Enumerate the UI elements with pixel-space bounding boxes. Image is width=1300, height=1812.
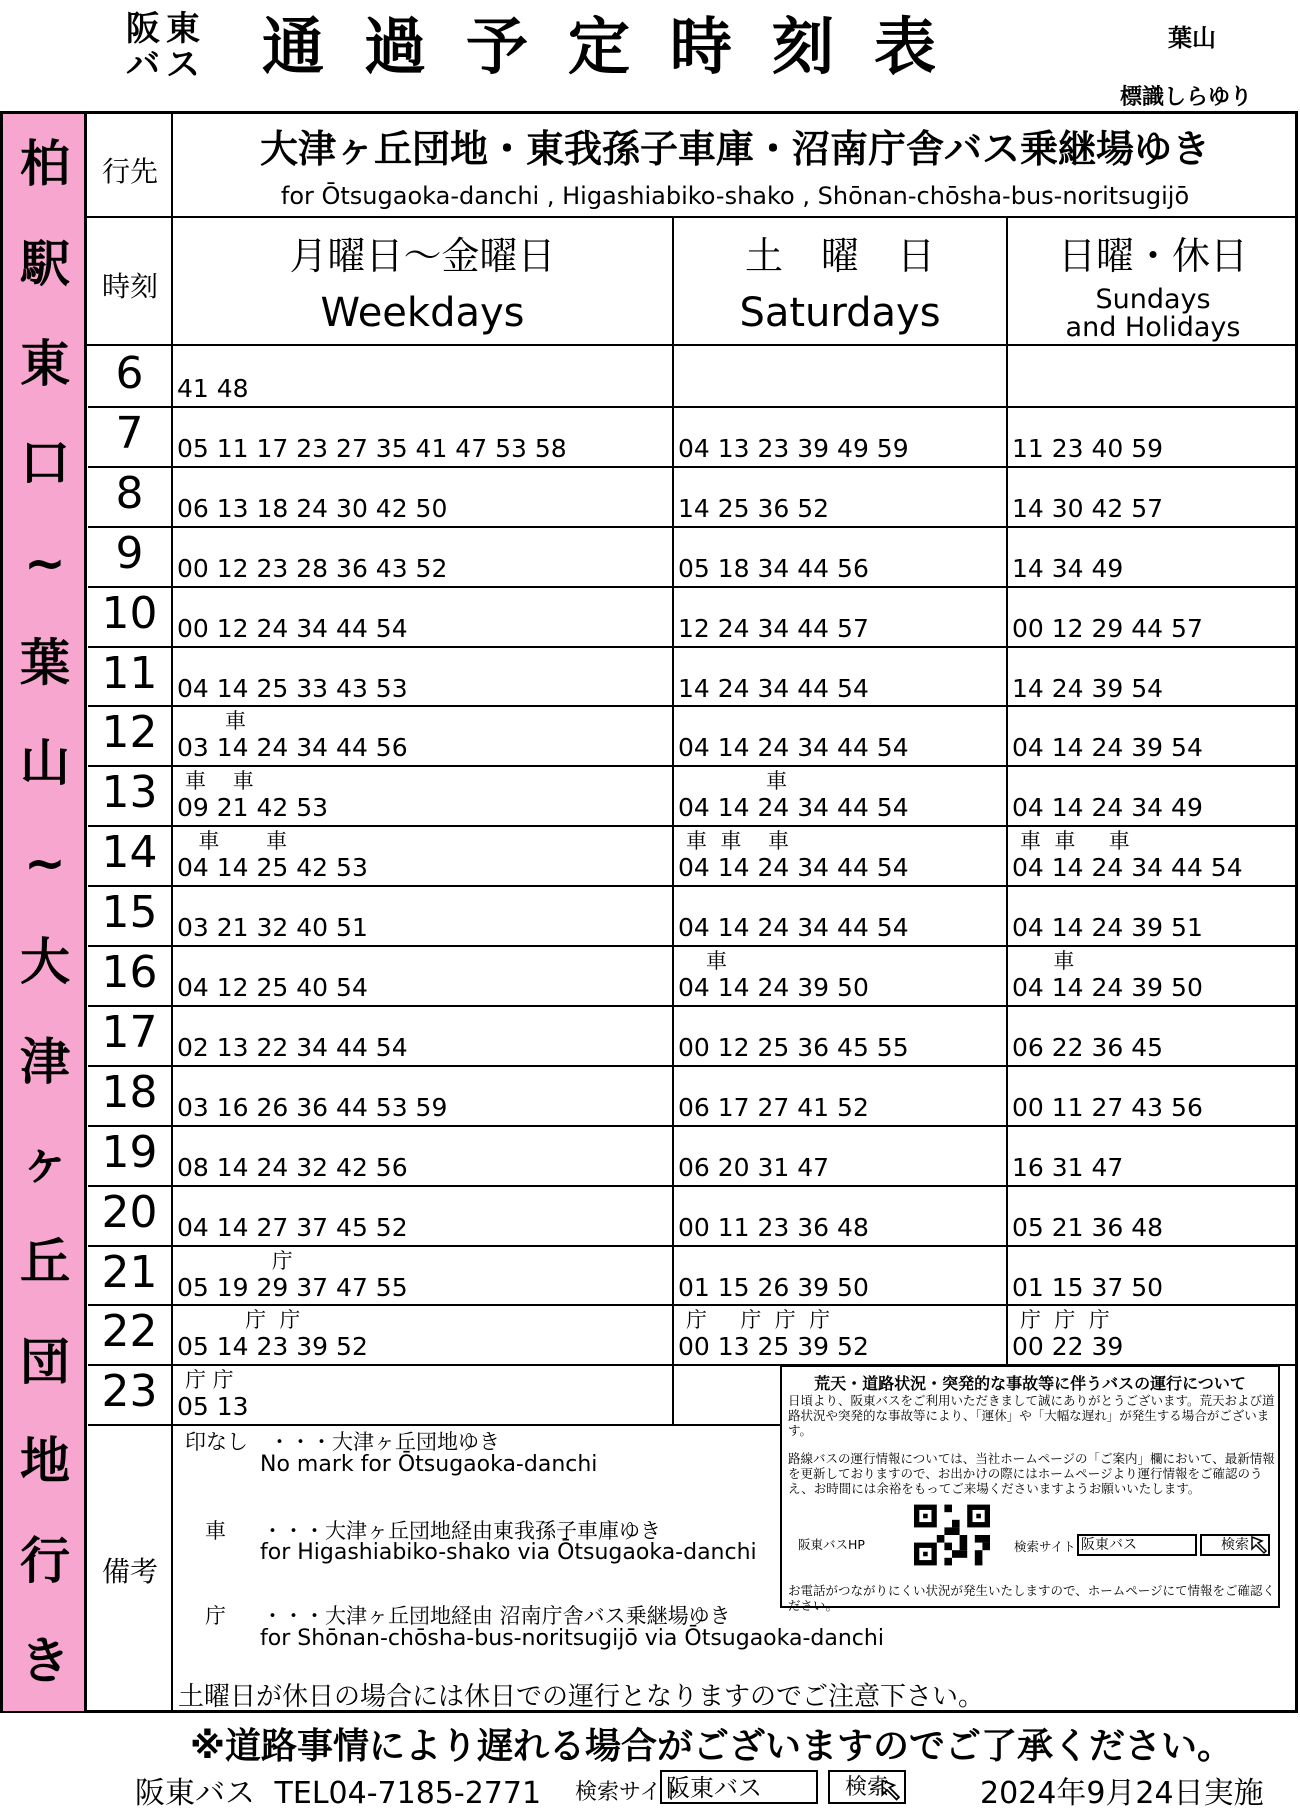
- remark-cho-en: for Shōnan-chōsha-bus-noritsugijō via Ōtsugaoka-danchi: [260, 1626, 884, 1651]
- route-marks: 車: [1020, 949, 1075, 973]
- notice-paragraph-1: 日頃より、阪東バスをご利用いただきまして誠にありがとうございます。荒天および道路状況や突発的な事故等により、「運休」や「大幅な遅れ」が発生する場合がございます。: [788, 1393, 1275, 1438]
- route-band-char: 津: [20, 1033, 70, 1092]
- departure-minutes: 04 14 24 34 44 54: [678, 913, 909, 943]
- departure-minutes: 05 19 29 37 47 55: [177, 1272, 408, 1302]
- cursor-arrow-icon: [1250, 1535, 1272, 1555]
- company-logo-text: [118, 10, 228, 84]
- departure-minutes: 06 13 18 24 30 42 50: [177, 493, 448, 523]
- hour-divider: [173, 765, 1298, 767]
- departure-minutes: 14 30 42 57: [1012, 493, 1164, 523]
- route-marks: 車: [185, 709, 247, 734]
- departure-minutes: 04 14 24 34 44 54: [678, 733, 909, 763]
- hour-divider: [173, 1065, 1298, 1067]
- departure-minutes: 03 14 24 34 44 56: [177, 733, 408, 763]
- column-saturdays-en: Saturdays: [739, 290, 941, 336]
- route-marks: 庁: [185, 1248, 293, 1273]
- notice-search-input[interactable]: 阪東バス: [1077, 1534, 1197, 1556]
- departure-minutes: 05 13: [177, 1392, 249, 1422]
- route-band-char: 口: [20, 434, 70, 493]
- route-band-char: 柏: [20, 134, 70, 193]
- departure-minutes: 05 14 23 39 52: [177, 1332, 368, 1362]
- divider: [672, 216, 674, 1424]
- notice-search-button[interactable]: 検索: [1200, 1534, 1270, 1556]
- route-band-char: 葉: [20, 633, 70, 692]
- company-contact: [135, 1768, 541, 1812]
- hour-divider: [173, 705, 1298, 707]
- departure-minutes: 08 14 24 32 42 56: [177, 1152, 408, 1182]
- saturday-holiday-note: 土曜日が休日の場合には休日での運行となりますのでご注意下さい。: [178, 1682, 985, 1712]
- hour-divider: [173, 1245, 1298, 1247]
- hour-label: 15: [101, 887, 158, 939]
- notice-search-label: 検索サイト: [1014, 1539, 1076, 1554]
- departure-minutes: 14 25 36 52: [678, 493, 830, 523]
- departure-minutes: 05 11 17 23 27 35 41 47 53 58: [177, 433, 567, 463]
- hour-label: 13: [101, 767, 158, 819]
- remark-cho-ja: ・・・大津ヶ丘団地経由 沼南庁舎バス乗継場ゆき: [262, 1604, 731, 1628]
- departure-minutes: 00 11 27 43 56: [1012, 1092, 1203, 1122]
- departure-minutes: 04 14 27 37 45 52: [177, 1212, 408, 1242]
- departure-minutes: 04 13 23 39 49 59: [678, 433, 909, 463]
- departure-minutes: 00 13 25 39 52: [678, 1332, 869, 1362]
- departure-minutes: 04 14 24 39 51: [1012, 913, 1203, 943]
- departure-minutes: 04 14 24 39 50: [678, 973, 869, 1002]
- departure-minutes: 01 15 37 50: [1012, 1272, 1164, 1302]
- route-marks: 車 車 車: [1020, 829, 1130, 854]
- column-weekdays-en: Weekdays: [320, 290, 525, 336]
- company-char: 東: [166, 9, 200, 49]
- departure-minutes: 02 13 22 34 44 54: [177, 1032, 408, 1062]
- hour-label: 11: [101, 647, 158, 699]
- route-marks: 庁 庁: [185, 1308, 301, 1333]
- divider: [87, 216, 1298, 218]
- column-saturdays-ja: 土 曜 日: [744, 234, 935, 278]
- departure-minutes: 14 24 34 44 54: [678, 673, 869, 703]
- hour-divider: [173, 1185, 1298, 1187]
- departure-minutes: 00 12 23 28 36 43 52: [177, 553, 448, 583]
- departure-minutes: 04 14 24 34 44 54: [1012, 853, 1243, 883]
- hour-label: 6: [115, 348, 144, 399]
- departure-minutes: 00 12 29 44 57: [1012, 613, 1203, 643]
- departure-minutes: 09 21 42 53: [177, 793, 329, 823]
- departure-minutes: 06 20 31 47: [678, 1152, 830, 1182]
- operation-notice-box: [780, 1365, 1280, 1613]
- delay-warning: ※道路事情により遅れる場合がございますのでご了承ください。: [190, 1726, 1233, 1767]
- departure-minutes: 04 12 25 40 54: [177, 973, 368, 1002]
- departure-minutes: 04 14 24 39 54: [1012, 733, 1203, 763]
- footer-search-label: 検索サイト: [575, 1780, 684, 1805]
- route-band-char: 駅: [20, 234, 70, 293]
- route-band-char: 行: [20, 1532, 70, 1591]
- notice-paragraph-3: お電話がつながりにくい状況が発生いたしますので、ホームページにて情報をご確認ください。: [788, 1583, 1276, 1613]
- hour-divider: [173, 885, 1298, 887]
- departure-minutes: 14 24 39 54: [1012, 673, 1164, 703]
- divider: [171, 114, 173, 1711]
- route-marks: 車 車: [185, 769, 254, 794]
- hour-divider: [173, 586, 1298, 588]
- remark-kuruma-ja: ・・・大津ヶ丘団地経由東我孫子車庫ゆき: [262, 1519, 661, 1543]
- hour-label: 23: [101, 1366, 158, 1418]
- hour-divider: [173, 406, 1298, 408]
- page-title: 通過予定時刻表: [262, 10, 977, 83]
- departure-minutes: 05 18 34 44 56: [678, 553, 869, 583]
- hour-divider: [173, 825, 1298, 827]
- company-name: 阪東バス: [135, 1776, 255, 1811]
- route-marks: 庁 庁: [185, 1368, 234, 1393]
- hour-divider: [173, 1304, 1298, 1306]
- notice-title: 荒天・道路状況・突発的な事故等に伴うバスの運行について: [814, 1374, 1246, 1393]
- hour-divider: [173, 1125, 1298, 1127]
- route-marks: 庁 庁 庁 庁: [686, 1308, 831, 1333]
- column-holidays-en: Sundays and Holidays: [1065, 284, 1241, 343]
- departure-minutes: 06 17 27 41 52: [678, 1092, 869, 1122]
- route-band-char: ヶ: [20, 1133, 70, 1192]
- departure-minutes: 00 12 25 36 45 55: [678, 1032, 909, 1062]
- company-char: ス: [166, 45, 200, 85]
- destination-japanese: 大津ヶ丘団地・東我孫子車庫・沼南庁舎バス乗継場ゆき: [259, 127, 1210, 171]
- departure-minutes: 03 21 32 40 51: [177, 913, 368, 943]
- remark-nomark-en: No mark for Ōtsugaoka-danchi: [260, 1452, 598, 1477]
- hour-label: 9: [115, 527, 144, 579]
- destination-english: for Ōtsugaoka-danchi , Higashiabiko-shako , Shōnan-chōsha-bus-noritsugijō: [280, 182, 1190, 210]
- hour-label: 17: [101, 1006, 158, 1058]
- hour-divider: [173, 945, 1298, 947]
- hour-label: 12: [101, 707, 158, 759]
- hour-label: 21: [101, 1246, 158, 1298]
- departure-minutes: 05 21 36 48: [1012, 1212, 1164, 1242]
- departure-minutes: 01 15 26 39 50: [678, 1272, 869, 1302]
- notice-hp-label: 阪東バスHP: [798, 1537, 865, 1552]
- departure-minutes: 04 14 24 34 49: [1012, 793, 1203, 823]
- remark-cho-mark: 庁: [205, 1604, 226, 1628]
- route-band-char: ~: [24, 534, 66, 593]
- departure-minutes: 16 31 47: [1012, 1152, 1124, 1182]
- footer-search-button[interactable]: 検索: [828, 1770, 906, 1804]
- departure-minutes: 00 11 23 36 48: [678, 1212, 869, 1242]
- departure-minutes: 03 16 26 36 44 53 59: [177, 1092, 448, 1122]
- hour-label: 14: [101, 827, 158, 879]
- departure-minutes: 41 48: [177, 374, 249, 403]
- departure-minutes: 04 14 24 34 44 54: [678, 853, 909, 883]
- hour-divider: [173, 1005, 1298, 1007]
- departure-minutes: 04 14 25 33 43 53: [177, 673, 408, 703]
- divider: [1006, 216, 1008, 1365]
- route-marks: 庁 庁 庁: [1020, 1308, 1110, 1333]
- remarks-label: 備考: [102, 1555, 159, 1588]
- departure-minutes: 11 23 40 59: [1012, 433, 1164, 463]
- cursor-arrow-icon: [880, 1778, 906, 1802]
- remark-kuruma-mark: 車: [205, 1519, 226, 1543]
- effective-date: 2024年9月24日実施: [980, 1776, 1264, 1811]
- area-name: 葉山: [1168, 24, 1216, 52]
- route-band-char: き: [20, 1632, 70, 1691]
- time-label: 時刻: [102, 270, 159, 303]
- hour-label: 20: [101, 1186, 158, 1238]
- departure-minutes: 00 22 39: [1012, 1332, 1124, 1362]
- hour-divider: [173, 466, 1298, 468]
- hour-label: 8: [115, 467, 144, 519]
- column-weekdays-ja: 月曜日～金曜日: [289, 234, 556, 278]
- route-band-char: 丘: [20, 1232, 70, 1291]
- hour-label: 10: [101, 587, 158, 639]
- qr-code-icon[interactable]: [914, 1503, 990, 1567]
- remark-nomark-ja: 印なし ・・・大津ヶ丘団地ゆき: [185, 1430, 500, 1454]
- departure-minutes: 04 14 25 42 53: [177, 853, 368, 883]
- divider: [87, 344, 1298, 346]
- route-band-char: 団: [20, 1332, 70, 1391]
- hour-divider: [173, 526, 1298, 528]
- route-band-char: 山: [20, 733, 70, 792]
- departure-minutes: 04 14 24 39 50: [1012, 973, 1203, 1002]
- departure-minutes: 04 14 24 34 44 54: [678, 793, 909, 823]
- departure-minutes: 06 22 36 45: [1012, 1032, 1164, 1062]
- company-char: バ: [126, 45, 160, 85]
- route-band-char: 大: [20, 933, 70, 992]
- route-marks: 車 車: [185, 829, 288, 854]
- phone-number: TEL04-7185-2771: [274, 1776, 542, 1811]
- footer-search-input[interactable]: 阪東バス: [660, 1770, 818, 1804]
- notice-paragraph-2: 路線バスの運行情報については、当社ホームページの「ご案内」欄において、最新情報を更新しておりますので、お出かけの際にはホームページより運行情報をご確認のうえ、お時間には余裕をもってご来場くださいますようお願いいたします。: [788, 1451, 1275, 1496]
- route-marks: 車: [686, 769, 788, 794]
- departure-minutes: 12 24 34 44 57: [678, 613, 869, 643]
- departure-minutes: 00 12 24 34 44 54: [177, 613, 408, 643]
- hour-label: 16: [101, 947, 158, 998]
- column-holidays-ja: 日曜・休日: [1057, 234, 1248, 278]
- hour-label: 19: [101, 1126, 158, 1178]
- hour-divider: [173, 646, 1298, 648]
- route-band-char: ~: [24, 833, 66, 892]
- destination-label: 行先: [102, 155, 159, 188]
- company-char: 阪: [126, 9, 160, 49]
- route-band-char: 地: [20, 1432, 70, 1491]
- departure-minutes: 14 34 49: [1012, 553, 1124, 583]
- route-name-band: [3, 114, 87, 1711]
- route-marks: 車: [686, 949, 728, 973]
- remark-kuruma-en: for Higashiabiko-shako via Ōtsugaoka-danchi: [260, 1540, 757, 1565]
- route-band-char: 東: [20, 334, 70, 393]
- route-marks: 車 車 車: [686, 829, 790, 854]
- hour-label: 22: [101, 1306, 158, 1358]
- hour-label: 7: [115, 407, 144, 459]
- stop-name: 標識しらゆり: [1120, 85, 1253, 110]
- hour-label: 18: [101, 1066, 158, 1118]
